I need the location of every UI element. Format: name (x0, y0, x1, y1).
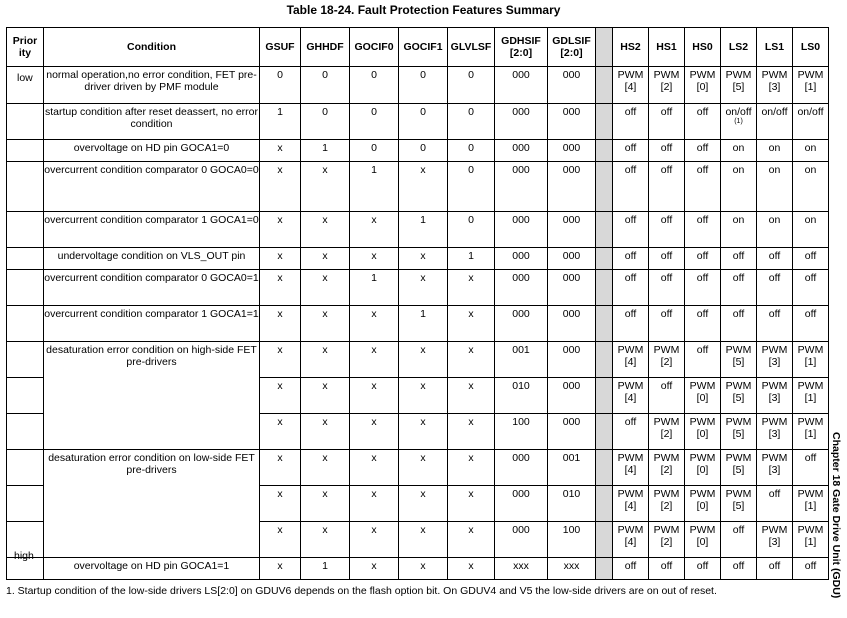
condition-cell: overvoltage on HD pin GOCA1=1 (44, 558, 260, 580)
gap-column (596, 212, 613, 248)
gap-column (596, 450, 613, 486)
status-cell: x (350, 414, 399, 450)
output-cell: PWM [3] (757, 67, 793, 104)
output-cell: off (649, 248, 685, 270)
status-cell: x (301, 522, 350, 558)
status-cell: x (260, 414, 301, 450)
status-cell: 0 (448, 162, 495, 212)
status-cell: x (399, 486, 448, 522)
status-cell: 000 (495, 486, 548, 522)
output-cell: PWM [1] (793, 522, 829, 558)
output-cell: off (613, 212, 649, 248)
status-cell: 1 (399, 212, 448, 248)
status-cell: x (399, 270, 448, 306)
status-cell: 0 (350, 140, 399, 162)
output-cell: PWM [4] (613, 522, 649, 558)
status-cell: 0 (448, 67, 495, 104)
table-row (7, 522, 829, 558)
status-cell: 000 (495, 306, 548, 342)
condition-cell (44, 486, 260, 522)
status-cell: x (350, 306, 399, 342)
output-cell: off (613, 270, 649, 306)
output-cell: PWM [2] (649, 486, 685, 522)
output-cell: off (757, 270, 793, 306)
output-cell: off (685, 306, 721, 342)
priority-cell (7, 486, 44, 522)
priority-high-label: high (14, 550, 34, 562)
priority-cell (7, 378, 44, 414)
header-row (7, 28, 829, 67)
output-cell: PWM [0] (685, 450, 721, 486)
output-cell: PWM [1] (793, 378, 829, 414)
chapter-sidebar: Chapter 18 Gate Drive Unit (GDU) (830, 432, 842, 599)
table-row (7, 306, 829, 342)
status-cell: x (301, 212, 350, 248)
priority-cell (7, 342, 44, 378)
output-cell: on (793, 212, 829, 248)
output-cell: off (613, 104, 649, 140)
output-cell: PWM [2] (649, 342, 685, 378)
status-cell: 000 (495, 104, 548, 140)
output-value: on/off (725, 106, 752, 118)
output-cell (721, 104, 757, 140)
status-cell: 000 (548, 248, 596, 270)
output-cell: on (721, 162, 757, 212)
header-cell: Prior ity (7, 28, 44, 67)
output-cell: PWM [3] (757, 522, 793, 558)
status-cell: 000 (548, 67, 596, 104)
status-cell: 000 (548, 212, 596, 248)
table-row (7, 270, 829, 306)
status-cell: x (350, 450, 399, 486)
output-cell: PWM [0] (685, 414, 721, 450)
header-cell: GOCIF1 (399, 28, 448, 67)
status-cell: 000 (548, 342, 596, 378)
priority-cell (7, 212, 44, 248)
status-cell: 1 (301, 140, 350, 162)
table-row (7, 140, 829, 162)
output-cell: off (793, 306, 829, 342)
gap-column (596, 248, 613, 270)
status-cell: 1 (350, 270, 399, 306)
status-cell: x (399, 414, 448, 450)
status-cell: x (350, 378, 399, 414)
status-cell: x (301, 270, 350, 306)
status-cell: x (399, 558, 448, 580)
output-cell: PWM [3] (757, 414, 793, 450)
header-cell: LS0 (793, 28, 829, 67)
gap-column (596, 162, 613, 212)
output-cell: on (757, 162, 793, 212)
status-cell: 001 (495, 342, 548, 378)
output-cell: off (649, 162, 685, 212)
output-cell: off (649, 140, 685, 162)
output-cell: off (721, 248, 757, 270)
header-cell: GDHSIF [2:0] (495, 28, 548, 67)
gap-column (596, 486, 613, 522)
status-cell: 0 (260, 67, 301, 104)
condition-cell: overcurrent condition comparator 0 GOCA0=1 (44, 270, 260, 306)
status-cell: 0 (350, 67, 399, 104)
output-cell: PWM [2] (649, 414, 685, 450)
gap-column (596, 306, 613, 342)
output-cell: off (613, 162, 649, 212)
status-cell: x (301, 414, 350, 450)
output-cell: off (757, 248, 793, 270)
status-cell: 000 (548, 306, 596, 342)
output-cell: PWM [1] (793, 486, 829, 522)
output-cell: off (685, 140, 721, 162)
status-cell: 1 (350, 162, 399, 212)
status-cell: x (301, 486, 350, 522)
gap-column (596, 342, 613, 378)
gap-column (596, 522, 613, 558)
status-cell: x (301, 378, 350, 414)
header-cell: Condition (44, 28, 260, 67)
output-cell: off (793, 450, 829, 486)
status-cell: 0 (399, 67, 448, 104)
output-cell: PWM [5] (721, 450, 757, 486)
condition-cell (44, 378, 260, 414)
priority-low-label: low (17, 72, 33, 84)
output-cell: off (613, 306, 649, 342)
status-cell: x (260, 162, 301, 212)
output-cell: PWM [1] (793, 342, 829, 378)
status-cell: 000 (495, 212, 548, 248)
table-row (7, 162, 829, 212)
header-cell: GLVLSF (448, 28, 495, 67)
status-cell: x (260, 486, 301, 522)
output-cell: off (793, 248, 829, 270)
output-cell: off (721, 270, 757, 306)
status-cell: 010 (548, 486, 596, 522)
output-cell: PWM [4] (613, 67, 649, 104)
header-cell: LS1 (757, 28, 793, 67)
status-cell: x (301, 306, 350, 342)
status-cell: 1 (301, 558, 350, 580)
status-cell: 100 (548, 522, 596, 558)
header-cell: HS2 (613, 28, 649, 67)
output-cell: PWM [5] (721, 486, 757, 522)
condition-cell (44, 414, 260, 450)
output-cell: off (649, 212, 685, 248)
status-cell: x (260, 140, 301, 162)
output-cell: on/off (757, 104, 793, 140)
status-cell: 0 (301, 104, 350, 140)
priority-cell (7, 450, 44, 486)
status-cell: 0 (448, 140, 495, 162)
status-cell: 000 (548, 414, 596, 450)
fault-protection-table (6, 27, 829, 580)
output-cell: PWM [5] (721, 414, 757, 450)
condition-cell: desaturation error condition on high-side FET pre-drivers (44, 342, 260, 378)
output-cell: PWM [2] (649, 522, 685, 558)
output-cell: off (757, 306, 793, 342)
output-cell: PWM [0] (685, 486, 721, 522)
footnote-marker: (1) (734, 118, 743, 125)
priority-cell (7, 248, 44, 270)
output-cell: off (649, 306, 685, 342)
condition-cell: undervoltage condition on VLS_OUT pin (44, 248, 260, 270)
status-cell: 000 (548, 162, 596, 212)
status-cell: 1 (399, 306, 448, 342)
gap-column (596, 558, 613, 580)
gap-column (596, 378, 613, 414)
status-cell: x (260, 450, 301, 486)
output-cell: off (685, 558, 721, 580)
output-cell: off (649, 104, 685, 140)
condition-cell: overcurrent condition comparator 0 GOCA0=0 (44, 162, 260, 212)
output-cell: off (793, 270, 829, 306)
status-cell: 100 (495, 414, 548, 450)
status-cell: x (448, 522, 495, 558)
priority-cell (7, 414, 44, 450)
footnote: 1. Startup condition of the low-side drivers LS[2:0] on GDUV6 depends on the flash option bit. On GDUV4 and V5 the low-side drivers are on out of reset. (6, 585, 717, 597)
status-cell: x (448, 378, 495, 414)
output-cell: PWM [3] (757, 450, 793, 486)
status-cell: x (399, 342, 448, 378)
condition-cell (44, 522, 260, 558)
status-cell: 000 (548, 140, 596, 162)
status-cell: 0 (350, 104, 399, 140)
status-cell: x (448, 342, 495, 378)
output-cell: on/off (793, 104, 829, 140)
output-cell: off (613, 248, 649, 270)
table-row (7, 486, 829, 522)
output-cell: PWM [5] (721, 342, 757, 378)
status-cell: 000 (548, 378, 596, 414)
condition-cell: startup condition after reset deassert, no error condition (44, 104, 260, 140)
output-cell: off (685, 248, 721, 270)
gap-column (596, 270, 613, 306)
output-cell: PWM [2] (649, 67, 685, 104)
table-row (7, 414, 829, 450)
status-cell: 0 (448, 212, 495, 248)
output-cell: PWM [0] (685, 522, 721, 558)
output-cell: on (757, 140, 793, 162)
status-cell: x (399, 162, 448, 212)
output-cell: off (757, 558, 793, 580)
output-cell: off (685, 342, 721, 378)
condition-cell: overvoltage on HD pin GOCA1=0 (44, 140, 260, 162)
status-cell: 000 (495, 522, 548, 558)
priority-cell (7, 162, 44, 212)
output-cell: PWM [1] (793, 67, 829, 104)
output-cell: PWM [5] (721, 378, 757, 414)
priority-cell (7, 140, 44, 162)
output-cell: PWM [4] (613, 450, 649, 486)
table-row (7, 558, 829, 580)
status-cell: x (260, 306, 301, 342)
condition-cell: desaturation error condition on low-side FET pre-drivers (44, 450, 260, 486)
status-cell: x (448, 486, 495, 522)
status-cell: 001 (548, 450, 596, 486)
output-cell: off (721, 522, 757, 558)
output-cell: off (685, 162, 721, 212)
status-cell: 1 (448, 248, 495, 270)
output-cell: off (649, 558, 685, 580)
status-cell: x (448, 450, 495, 486)
status-cell: x (399, 248, 448, 270)
status-cell: x (350, 248, 399, 270)
table-row (7, 342, 829, 378)
output-cell: on (793, 140, 829, 162)
output-cell: PWM [0] (685, 378, 721, 414)
priority-cell (7, 270, 44, 306)
output-cell: off (649, 270, 685, 306)
status-cell: x (301, 342, 350, 378)
output-cell: PWM [3] (757, 378, 793, 414)
output-cell: on (757, 212, 793, 248)
status-cell: 0 (301, 67, 350, 104)
output-cell: off (757, 486, 793, 522)
status-cell: 010 (495, 378, 548, 414)
status-cell: x (350, 342, 399, 378)
status-cell: x (350, 486, 399, 522)
output-cell: off (613, 140, 649, 162)
output-cell: on (793, 162, 829, 212)
status-cell: 000 (495, 248, 548, 270)
status-cell: xxx (495, 558, 548, 580)
table-title: Table 18-24. Fault Protection Features Summary (286, 3, 561, 17)
output-cell: off (685, 270, 721, 306)
table-row (7, 450, 829, 486)
output-cell: PWM [4] (613, 378, 649, 414)
status-cell: x (399, 378, 448, 414)
status-cell: x (260, 342, 301, 378)
status-cell: x (350, 558, 399, 580)
header-cell: GHHDF (301, 28, 350, 67)
table-row (7, 104, 829, 140)
status-cell: xxx (548, 558, 596, 580)
header-cell: HS0 (685, 28, 721, 67)
table-row (7, 248, 829, 270)
status-cell: x (448, 558, 495, 580)
header-cell: GDLSIF [2:0] (548, 28, 596, 67)
output-cell: PWM [3] (757, 342, 793, 378)
status-cell: 0 (399, 104, 448, 140)
status-cell: 0 (448, 104, 495, 140)
gap-column (596, 414, 613, 450)
condition-cell: overcurrent condition comparator 1 GOCA1=1 (44, 306, 260, 342)
output-cell: off (793, 558, 829, 580)
output-cell: PWM [0] (685, 67, 721, 104)
output-cell: off (613, 414, 649, 450)
header-cell: HS1 (649, 28, 685, 67)
status-cell: x (301, 450, 350, 486)
status-cell: x (399, 450, 448, 486)
status-cell: x (260, 212, 301, 248)
gap-column (596, 140, 613, 162)
status-cell: x (301, 248, 350, 270)
priority-cell (7, 306, 44, 342)
status-cell: x (399, 522, 448, 558)
priority-cell (7, 104, 44, 140)
condition-cell: overcurrent condition comparator 1 GOCA1=0 (44, 212, 260, 248)
gap-column (596, 67, 613, 104)
output-cell: on (721, 140, 757, 162)
status-cell: 000 (548, 270, 596, 306)
table-row (7, 378, 829, 414)
status-cell: x (260, 558, 301, 580)
gap-column (596, 104, 613, 140)
output-cell: PWM [2] (649, 450, 685, 486)
status-cell: 000 (495, 450, 548, 486)
output-cell: PWM [4] (613, 342, 649, 378)
output-cell: off (721, 558, 757, 580)
status-cell: 000 (495, 140, 548, 162)
status-cell: x (350, 522, 399, 558)
status-cell: x (448, 270, 495, 306)
status-cell: 000 (495, 162, 548, 212)
header-cell: LS2 (721, 28, 757, 67)
output-cell: PWM [4] (613, 486, 649, 522)
output-cell: off (649, 378, 685, 414)
status-cell: x (448, 414, 495, 450)
output-cell: PWM [1] (793, 414, 829, 450)
status-cell: 0 (399, 140, 448, 162)
gap-column (596, 28, 613, 67)
output-cell: off (613, 558, 649, 580)
output-cell: off (721, 306, 757, 342)
status-cell: 000 (495, 67, 548, 104)
table-row (7, 67, 829, 104)
output-cell: PWM [5] (721, 67, 757, 104)
status-cell: x (260, 378, 301, 414)
status-cell: x (260, 270, 301, 306)
output-cell: off (685, 104, 721, 140)
condition-cell: normal operation,no error condition, FET pre-driver driven by PMF module (44, 67, 260, 104)
status-cell: 000 (495, 270, 548, 306)
status-cell: x (448, 306, 495, 342)
status-cell: 000 (548, 104, 596, 140)
output-cell: on (721, 212, 757, 248)
status-cell: x (260, 248, 301, 270)
status-cell: x (260, 522, 301, 558)
header-cell: GSUF (260, 28, 301, 67)
status-cell: x (301, 162, 350, 212)
table-row (7, 212, 829, 248)
status-cell: x (350, 212, 399, 248)
status-cell: 1 (260, 104, 301, 140)
output-cell: off (685, 212, 721, 248)
header-cell: GOCIF0 (350, 28, 399, 67)
